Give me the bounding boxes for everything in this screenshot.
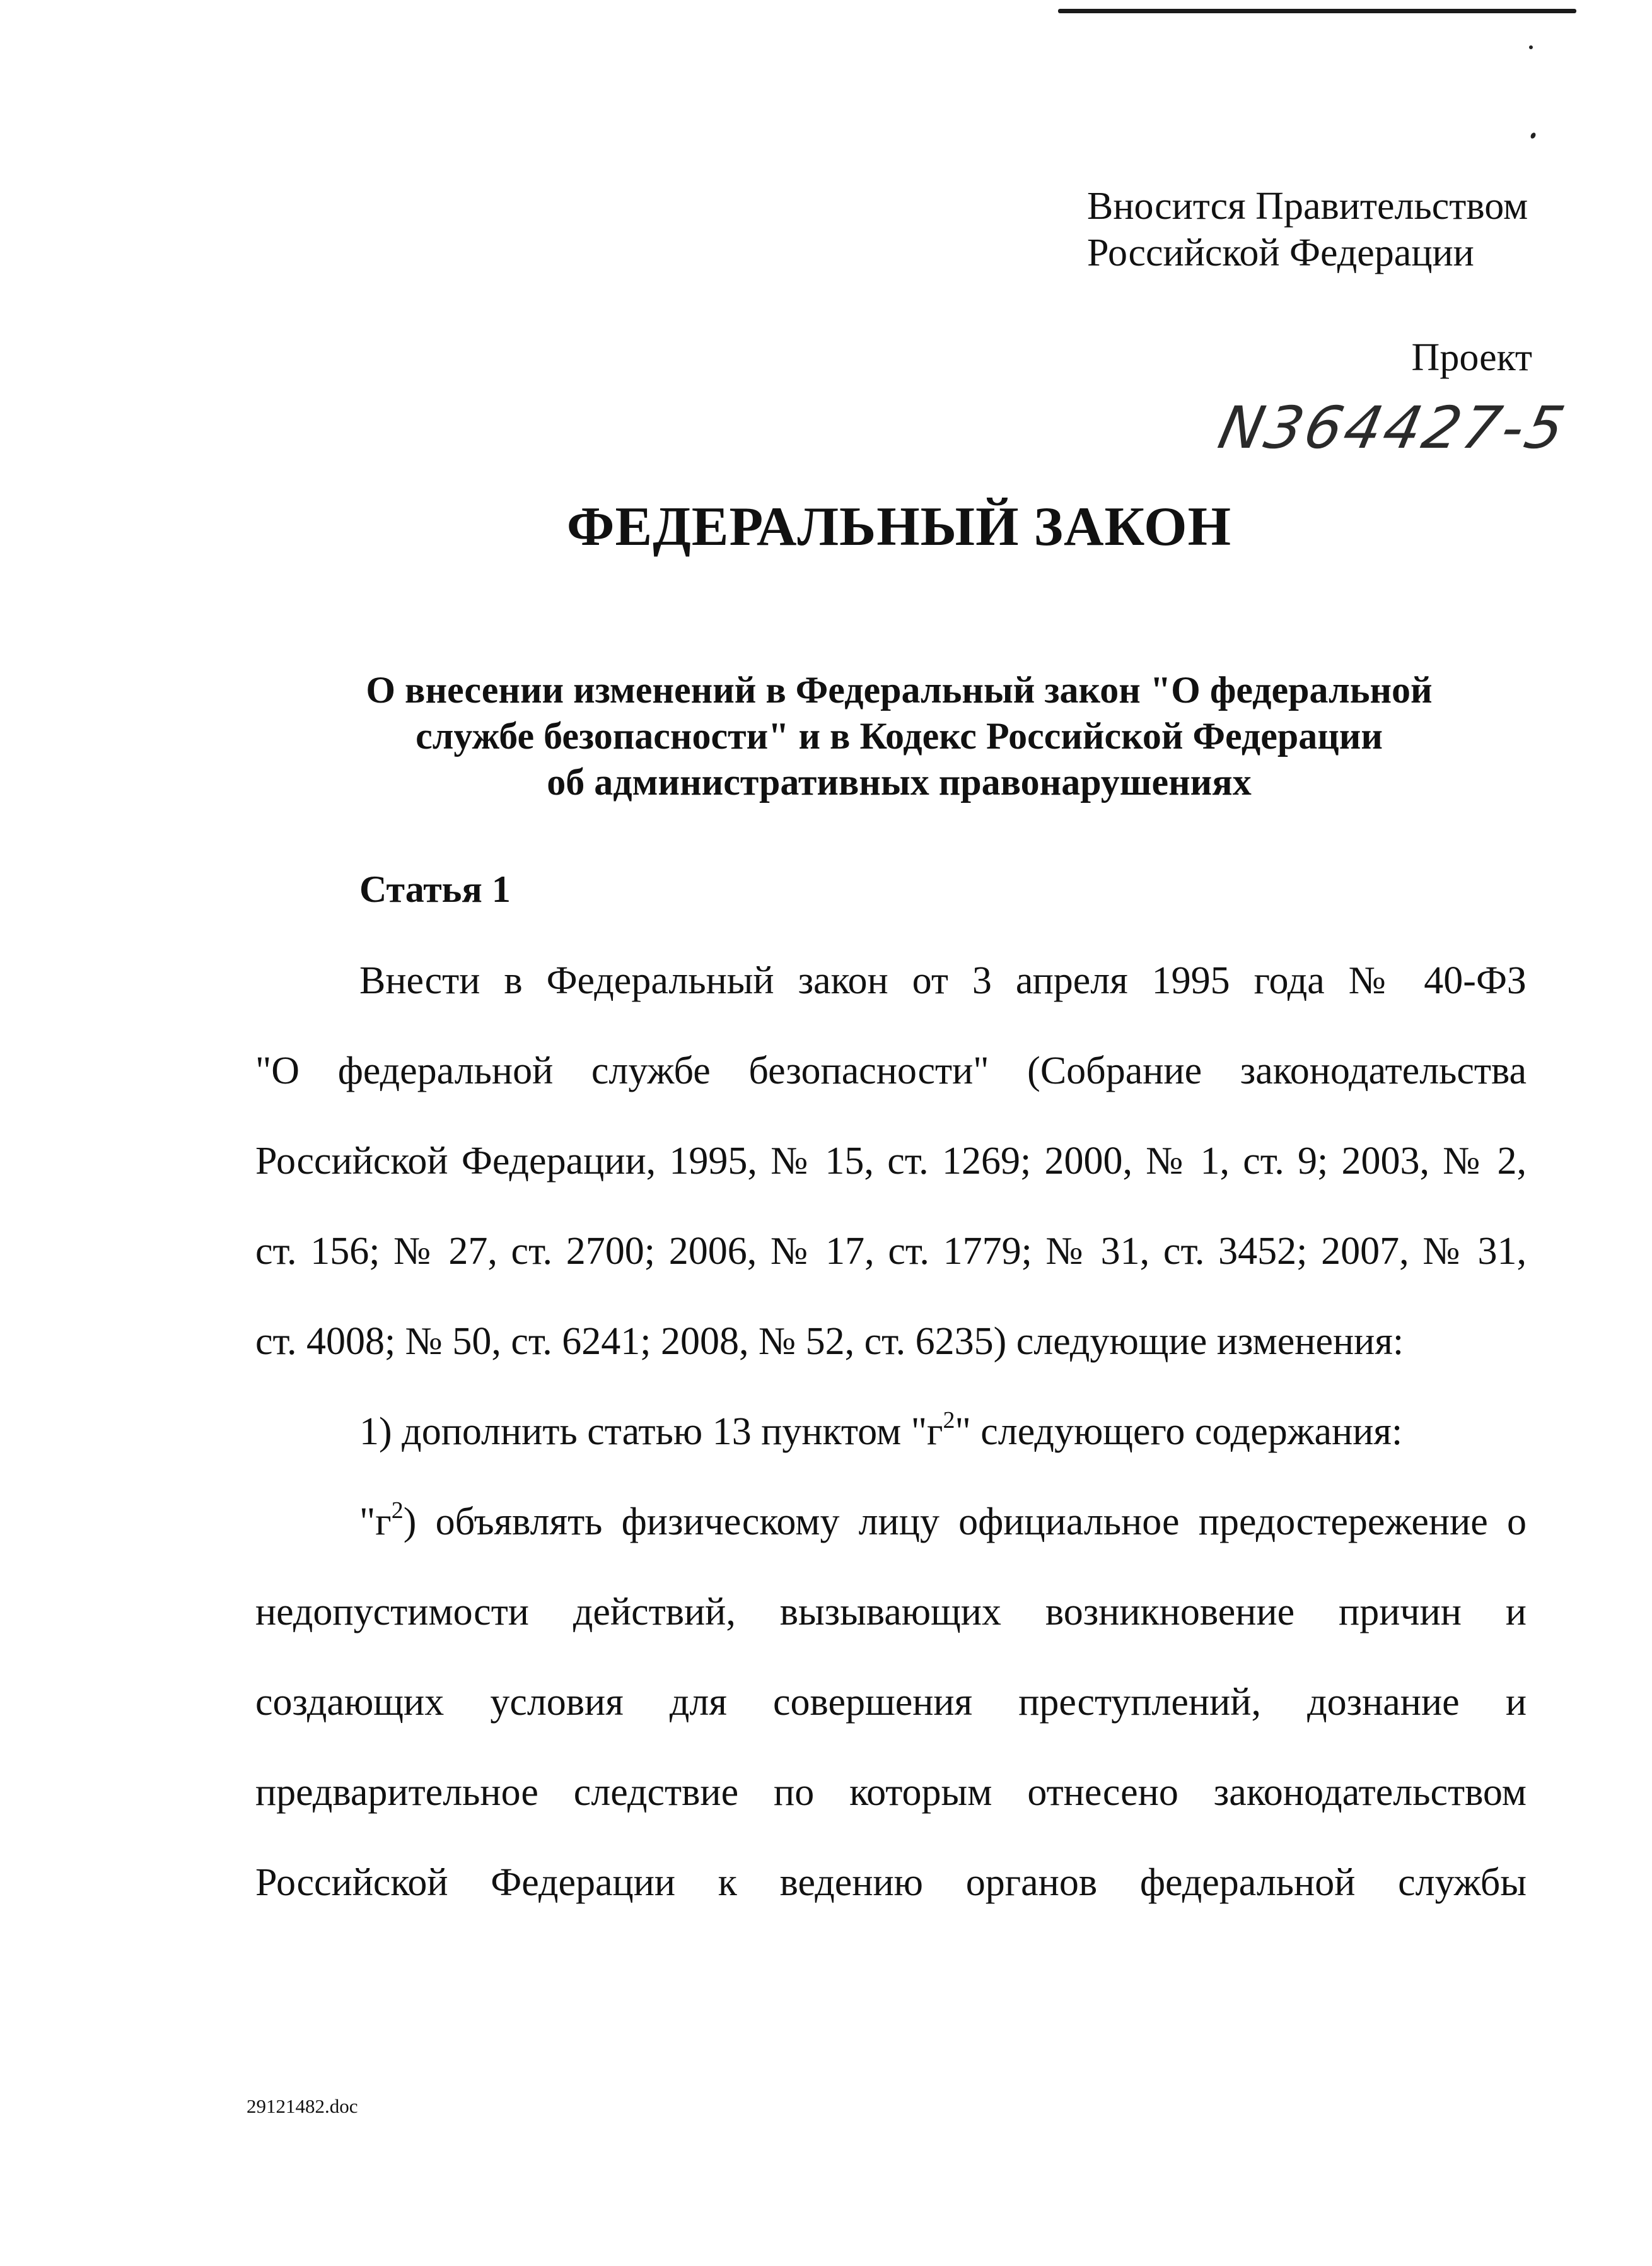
body-line: ст. 156; № 27, ст. 2700; 2006, № 17, ст. 1779; № 31, ст. 3452; 2007, № 31, [255,1230,1527,1273]
subtitle-line-1: О внесении изменений в Федеральный закон "О федеральной [366,669,1433,711]
article-heading: Статья 1 [359,868,511,910]
superscript: 2 [391,1497,404,1524]
body-line: Внести в Федеральный закон от 3 апреля 1995 года № 40-ФЗ [359,959,1527,1002]
body-line: Российской Федерации, 1995, № 15, ст. 1269; 2000, № 1, ст. 9; 2003, № 2, [255,1140,1527,1183]
text: " следующего содержания: [955,1410,1403,1453]
document-title: ФЕДЕРАЛЬНЫЙ ЗАКОН [566,496,1232,558]
handwritten-registration-number: N364427-5 [1213,394,1573,462]
body-line: предварительное следствие по которым отнесено законодательством [255,1771,1527,1814]
body-line: недопустимости действий, вызывающих возникновение причин и [255,1591,1527,1633]
body-line: ст. 4008; № 50, ст. 6241; 2008, № 52, ст. 6235) следующие изменения: [255,1320,1404,1363]
body-line [359,1407,1527,1454]
superscript: 2 [943,1407,955,1434]
introduced-by-line-1: Вносится Правительством [1087,185,1528,228]
body-line: создающих условия для совершения преступлений, дознание и [255,1681,1527,1724]
scan-speck [1529,45,1533,49]
text: "г [359,1500,392,1543]
scan-edge-line [1058,9,1576,13]
subtitle-line-2: службе безопасности" и в Кодекс Российской Федерации [416,715,1383,757]
body-line: Российской Федерации к ведению органов федеральной службы [255,1861,1527,1904]
body-line [359,1497,1527,1544]
subtitle-line-3: об административных правонарушениях [547,761,1252,803]
file-name-footer: 29121482.doc [247,2095,358,2117]
text: ) объявлять физическому лицу официальное предостережение о [403,1500,1527,1543]
text: 1) дополнить статью 13 пунктом "г [359,1410,943,1453]
scan-speck [1530,132,1537,139]
body-line: "О федеральной службе безопасности" (Собрание законодательства [255,1049,1527,1092]
introduced-by-line-2: Российской Федерации [1087,231,1474,274]
draft-label: Проект [1411,336,1532,379]
